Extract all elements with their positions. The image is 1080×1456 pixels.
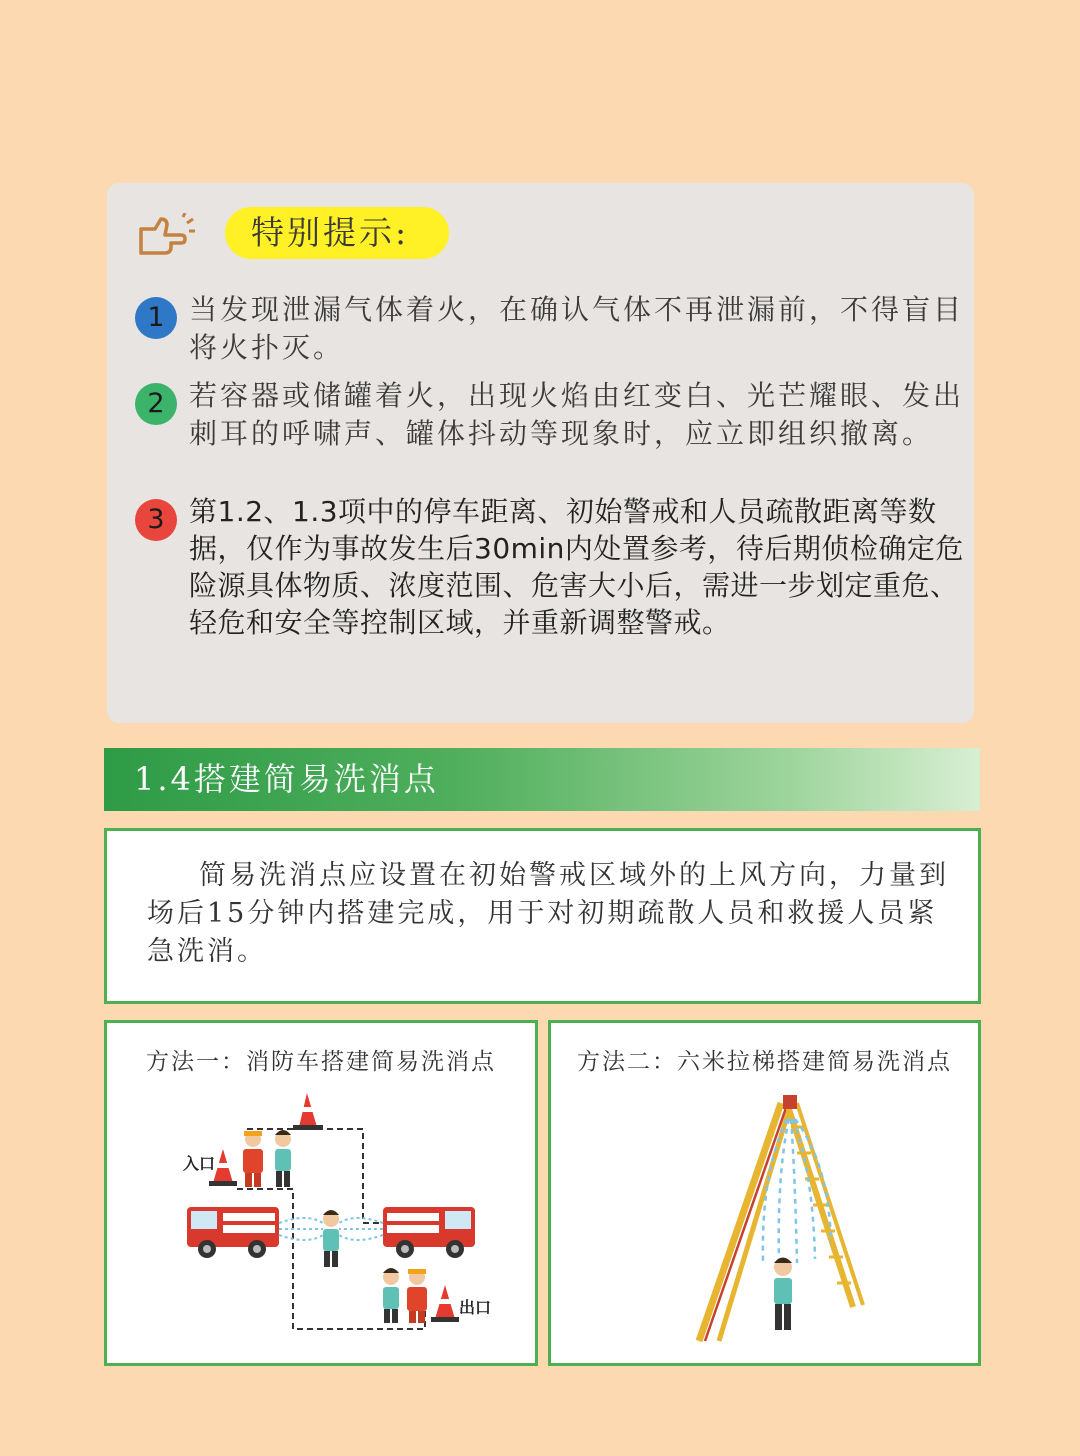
- tip-text: 若容器或储罐着火，出现火焰由红变白、光芒耀眼、发出刺耳的呼啸声、罐体抖动等现象时，应立即组织撤离。: [189, 379, 965, 450]
- firefighter-icon: [243, 1131, 263, 1187]
- tip-number-badge: 2: [135, 383, 177, 425]
- entry-label: 入口: [183, 1154, 216, 1173]
- person-icon: [383, 1268, 399, 1323]
- person-icon: [774, 1258, 792, 1331]
- description-text: 简易洗消点应设置在初始警戒区域外的上风方向，力量到场后15分钟内搭建完成，用于对初期疏散人员和救援人员紧急洗消。: [147, 860, 949, 967]
- tip-number-badge: 3: [135, 499, 177, 541]
- description-box: [104, 828, 981, 1004]
- method-two-panel: [548, 1020, 981, 1366]
- special-tips-panel: [107, 183, 974, 723]
- person-icon: [275, 1130, 291, 1187]
- firefighter-icon: [407, 1269, 427, 1323]
- section-title: 1.4搭建简易洗消点: [134, 760, 439, 798]
- traffic-cone-icon: [293, 1093, 323, 1130]
- fire-truck-icon: [187, 1207, 279, 1258]
- method-two-title: 方法二：六米拉梯搭建简易洗消点: [577, 1049, 952, 1075]
- person-icon: [323, 1210, 339, 1267]
- fire-truck-decon-illustration: [107, 1023, 535, 1363]
- tip-text: 当发现泄漏气体着火，在确认气体不再泄漏前，不得盲目将火扑灭。: [189, 293, 965, 364]
- fire-truck-icon: [383, 1207, 475, 1258]
- ladder-decon-illustration: [551, 1023, 978, 1363]
- tip-number-badge: 1: [135, 297, 177, 339]
- tip-text: 第1.2、1.3项中的停车距离、初始警戒和人员疏散距离等数据，仅作为事故发生后30min内处置参考，待后期侦检确定危险源具体物质、浓度范围、危害大小后，需进一步划定重危、轻危和安全等控制区域，并重新调整警戒。: [189, 495, 964, 639]
- exit-label: 出口: [459, 1298, 492, 1317]
- section-header-bar: [104, 748, 980, 811]
- tips-title: 特别提示:: [225, 207, 449, 259]
- traffic-cone-icon: [431, 1285, 459, 1322]
- method-one-title: 方法一：消防车搭建简易洗消点: [146, 1049, 496, 1075]
- method-one-panel: [104, 1020, 538, 1366]
- pointing-hand-icon: [137, 213, 197, 259]
